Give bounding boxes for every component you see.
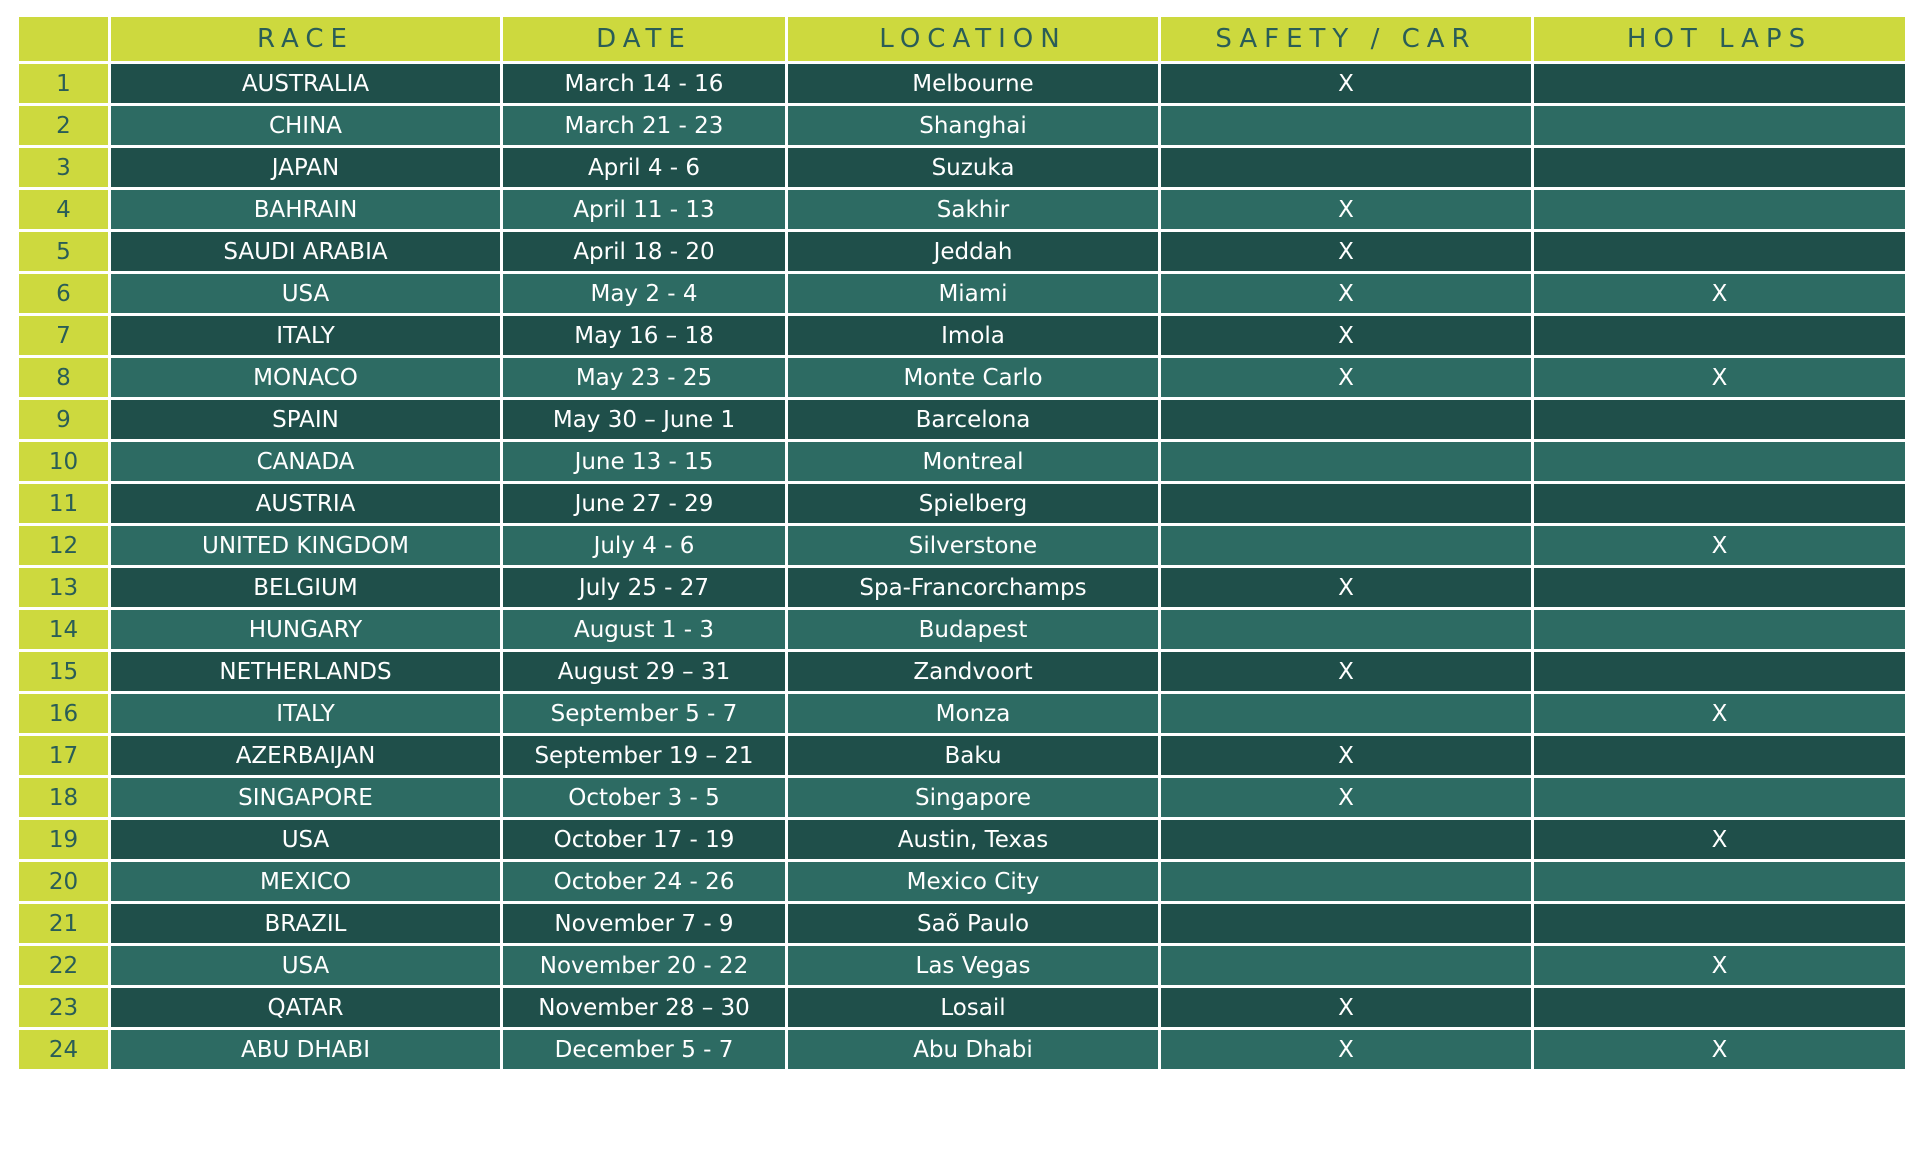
table-row — [18, 399, 1907, 441]
race-date: July 25 - 27 — [502, 567, 787, 609]
race-location: Las Vegas — [787, 945, 1160, 987]
race-location: Budapest — [787, 609, 1160, 651]
hot-laps-mark — [1533, 861, 1907, 903]
hot-laps-mark: X — [1533, 819, 1907, 861]
table-row — [18, 861, 1907, 903]
race-schedule-container — [16, 14, 1905, 1072]
race-date: April 18 - 20 — [502, 231, 787, 273]
hot-laps-mark — [1533, 399, 1907, 441]
race-location: Zandvoort — [787, 651, 1160, 693]
table-body — [18, 63, 1907, 1071]
hot-laps-mark — [1533, 651, 1907, 693]
safety-car-mark: X — [1160, 315, 1533, 357]
safety-car-mark: X — [1160, 567, 1533, 609]
race-name: BRAZIL — [110, 903, 502, 945]
safety-car-mark — [1160, 525, 1533, 567]
race-name: MEXICO — [110, 861, 502, 903]
race-location: Losail — [787, 987, 1160, 1029]
hot-laps-mark — [1533, 105, 1907, 147]
race-location: Silverstone — [787, 525, 1160, 567]
table-row — [18, 105, 1907, 147]
safety-car-mark — [1160, 819, 1533, 861]
hot-laps-mark — [1533, 777, 1907, 819]
table-row — [18, 357, 1907, 399]
safety-car-mark: X — [1160, 357, 1533, 399]
race-location: Miami — [787, 273, 1160, 315]
hot-laps-mark — [1533, 735, 1907, 777]
race-number: 2 — [18, 105, 110, 147]
race-number: 21 — [18, 903, 110, 945]
race-number: 4 — [18, 189, 110, 231]
hot-laps-mark — [1533, 441, 1907, 483]
table-row — [18, 1029, 1907, 1071]
race-location: Monte Carlo — [787, 357, 1160, 399]
table-row — [18, 273, 1907, 315]
hot-laps-mark — [1533, 903, 1907, 945]
race-number: 6 — [18, 273, 110, 315]
race-number: 22 — [18, 945, 110, 987]
race-number: 13 — [18, 567, 110, 609]
hot-laps-mark: X — [1533, 1029, 1907, 1071]
table-row — [18, 231, 1907, 273]
race-date: August 29 – 31 — [502, 651, 787, 693]
safety-car-mark — [1160, 903, 1533, 945]
header-hot-laps: HOT LAPS — [1533, 16, 1907, 63]
race-number: 14 — [18, 609, 110, 651]
hot-laps-mark — [1533, 315, 1907, 357]
race-location: Austin, Texas — [787, 819, 1160, 861]
race-name: ITALY — [110, 693, 502, 735]
safety-car-mark — [1160, 147, 1533, 189]
safety-car-mark: X — [1160, 189, 1533, 231]
race-date: November 20 - 22 — [502, 945, 787, 987]
race-location: Barcelona — [787, 399, 1160, 441]
race-date: October 17 - 19 — [502, 819, 787, 861]
race-date: October 24 - 26 — [502, 861, 787, 903]
table-row — [18, 777, 1907, 819]
race-number: 15 — [18, 651, 110, 693]
table-row — [18, 651, 1907, 693]
table-row — [18, 735, 1907, 777]
table-row — [18, 525, 1907, 567]
race-location: Shanghai — [787, 105, 1160, 147]
race-number: 10 — [18, 441, 110, 483]
race-date: December 5 - 7 — [502, 1029, 787, 1071]
hot-laps-mark — [1533, 567, 1907, 609]
race-number: 8 — [18, 357, 110, 399]
race-number: 7 — [18, 315, 110, 357]
safety-car-mark: X — [1160, 735, 1533, 777]
race-date: May 30 – June 1 — [502, 399, 787, 441]
race-name: HUNGARY — [110, 609, 502, 651]
race-number: 9 — [18, 399, 110, 441]
header-row — [18, 16, 1907, 63]
race-location: Singapore — [787, 777, 1160, 819]
race-location: Imola — [787, 315, 1160, 357]
safety-car-mark: X — [1160, 987, 1533, 1029]
race-location: Mexico City — [787, 861, 1160, 903]
race-number: 12 — [18, 525, 110, 567]
hot-laps-mark — [1533, 987, 1907, 1029]
race-name: AUSTRIA — [110, 483, 502, 525]
race-number: 11 — [18, 483, 110, 525]
race-number: 19 — [18, 819, 110, 861]
race-name: SINGAPORE — [110, 777, 502, 819]
race-name: ABU DHABI — [110, 1029, 502, 1071]
safety-car-mark: X — [1160, 231, 1533, 273]
header-race: RACE — [110, 16, 502, 63]
race-date: August 1 - 3 — [502, 609, 787, 651]
race-name: QATAR — [110, 987, 502, 1029]
race-name: UNITED KINGDOM — [110, 525, 502, 567]
safety-car-mark — [1160, 861, 1533, 903]
race-date: April 11 - 13 — [502, 189, 787, 231]
hot-laps-mark: X — [1533, 693, 1907, 735]
table-row — [18, 567, 1907, 609]
race-date: March 21 - 23 — [502, 105, 787, 147]
race-date: September 5 - 7 — [502, 693, 787, 735]
race-date: November 28 – 30 — [502, 987, 787, 1029]
race-date: October 3 - 5 — [502, 777, 787, 819]
race-location: Abu Dhabi — [787, 1029, 1160, 1071]
safety-car-mark — [1160, 945, 1533, 987]
table-row — [18, 441, 1907, 483]
race-date: June 27 - 29 — [502, 483, 787, 525]
race-name: BAHRAIN — [110, 189, 502, 231]
race-name: SAUDI ARABIA — [110, 231, 502, 273]
hot-laps-mark — [1533, 231, 1907, 273]
safety-car-mark: X — [1160, 63, 1533, 105]
safety-car-mark: X — [1160, 1029, 1533, 1071]
race-number: 23 — [18, 987, 110, 1029]
race-name: ITALY — [110, 315, 502, 357]
hot-laps-mark: X — [1533, 525, 1907, 567]
race-name: USA — [110, 819, 502, 861]
table-row — [18, 189, 1907, 231]
race-location: Saõ Paulo — [787, 903, 1160, 945]
table-row — [18, 987, 1907, 1029]
hot-laps-mark: X — [1533, 357, 1907, 399]
safety-car-mark: X — [1160, 651, 1533, 693]
safety-car-mark — [1160, 483, 1533, 525]
race-name: CANADA — [110, 441, 502, 483]
race-date: March 14 - 16 — [502, 63, 787, 105]
race-date: September 19 – 21 — [502, 735, 787, 777]
race-location: Spielberg — [787, 483, 1160, 525]
race-number: 20 — [18, 861, 110, 903]
safety-car-mark — [1160, 441, 1533, 483]
race-number: 17 — [18, 735, 110, 777]
race-date: July 4 - 6 — [502, 525, 787, 567]
table-row — [18, 315, 1907, 357]
table-row — [18, 693, 1907, 735]
race-date: May 2 - 4 — [502, 273, 787, 315]
race-name: NETHERLANDS — [110, 651, 502, 693]
race-date: November 7 - 9 — [502, 903, 787, 945]
race-date: May 16 – 18 — [502, 315, 787, 357]
safety-car-mark — [1160, 399, 1533, 441]
race-name: JAPAN — [110, 147, 502, 189]
race-name: USA — [110, 273, 502, 315]
hot-laps-mark — [1533, 189, 1907, 231]
race-location: Spa-Francorchamps — [787, 567, 1160, 609]
header-date: DATE — [502, 16, 787, 63]
race-date: April 4 - 6 — [502, 147, 787, 189]
header-location: LOCATION — [787, 16, 1160, 63]
table-row — [18, 63, 1907, 105]
header-safety-car: SAFETY / CAR — [1160, 16, 1533, 63]
table-row — [18, 819, 1907, 861]
race-name: BELGIUM — [110, 567, 502, 609]
race-name: AZERBAIJAN — [110, 735, 502, 777]
table-row — [18, 483, 1907, 525]
hot-laps-mark — [1533, 609, 1907, 651]
hot-laps-mark — [1533, 63, 1907, 105]
race-location: Jeddah — [787, 231, 1160, 273]
safety-car-mark — [1160, 609, 1533, 651]
race-number: 24 — [18, 1029, 110, 1071]
race-location: Monza — [787, 693, 1160, 735]
header-number — [18, 16, 110, 63]
hot-laps-mark: X — [1533, 273, 1907, 315]
race-number: 3 — [18, 147, 110, 189]
table-row — [18, 903, 1907, 945]
race-name: SPAIN — [110, 399, 502, 441]
race-location: Suzuka — [787, 147, 1160, 189]
race-number: 16 — [18, 693, 110, 735]
race-name: CHINA — [110, 105, 502, 147]
race-location: Montreal — [787, 441, 1160, 483]
race-number: 1 — [18, 63, 110, 105]
race-schedule-table — [16, 14, 1908, 1072]
race-location: Sakhir — [787, 189, 1160, 231]
race-number: 5 — [18, 231, 110, 273]
table-header — [18, 16, 1907, 63]
race-location: Melbourne — [787, 63, 1160, 105]
safety-car-mark: X — [1160, 273, 1533, 315]
safety-car-mark — [1160, 105, 1533, 147]
table-row — [18, 147, 1907, 189]
race-date: May 23 - 25 — [502, 357, 787, 399]
hot-laps-mark: X — [1533, 945, 1907, 987]
race-number: 18 — [18, 777, 110, 819]
race-date: June 13 - 15 — [502, 441, 787, 483]
race-name: MONACO — [110, 357, 502, 399]
safety-car-mark — [1160, 693, 1533, 735]
race-name: AUSTRALIA — [110, 63, 502, 105]
hot-laps-mark — [1533, 483, 1907, 525]
race-location: Baku — [787, 735, 1160, 777]
safety-car-mark: X — [1160, 777, 1533, 819]
hot-laps-mark — [1533, 147, 1907, 189]
table-row — [18, 945, 1907, 987]
race-name: USA — [110, 945, 502, 987]
table-row — [18, 609, 1907, 651]
